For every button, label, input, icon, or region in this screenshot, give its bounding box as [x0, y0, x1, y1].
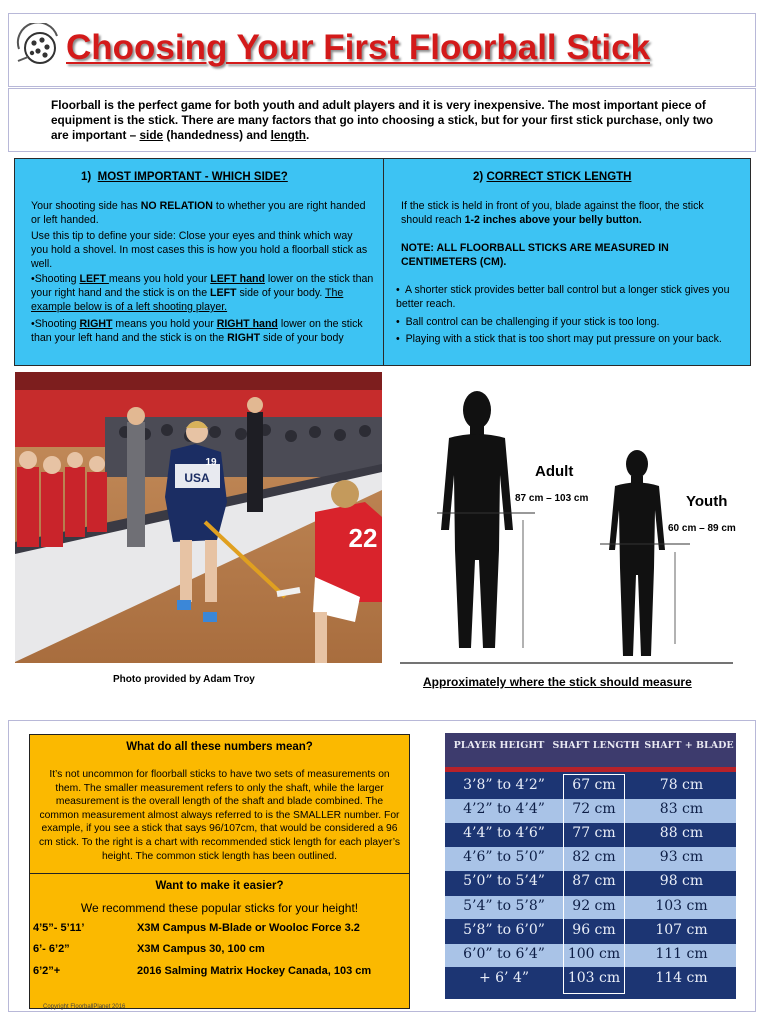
recommend-text: We recommend these popular sticks for your height! [80, 901, 359, 915]
side-heading: 1) MOST IMPORTANT - WHICH SIDE? [81, 171, 288, 183]
info-panel [14, 158, 751, 366]
youth-silhouette [609, 450, 665, 656]
copyright: Copyright FloorballPlanet 2016 [43, 1004, 126, 1010]
jersey-number-19: 19 [205, 457, 217, 468]
right-shooter-bullet: •Shooting RIGHT means you hold your RIGHT hand lower on the stick than your left hand and the stick is on the RIGHT side of your body [31, 318, 363, 344]
side-term: side [139, 128, 164, 142]
table-cell: 77 cm [572, 825, 616, 842]
jersey-usa: USA [184, 471, 210, 485]
table-cell: 93 cm [659, 849, 704, 866]
title-banner [8, 13, 756, 87]
numbers-body: It’s not uncommon for floorball sticks to have two sets of measurements on them. The smaller measurement refers to only the shaft, while the larger measurement is the overall length of the shaft and blade combined. The common measurement almost always referred to is the SMALLER number. For example, if you see a stick that says 96/107cm, that would be considered a 96 cm stick. To the right is a chart with recommended stick length for each player’s height. The common stick length has been outlined. [38, 769, 401, 862]
table-cell: 4’2” to 4’4” [463, 801, 545, 818]
table-cell: 83 cm [659, 801, 704, 818]
table-cell: 103 cm [567, 969, 621, 986]
table-cell: 5’0” to 5’4” [463, 873, 545, 890]
adult-silhouette [441, 391, 513, 648]
column-header: SHAFT + BLADE [644, 740, 734, 751]
side-paragraph-1: Your shooting side has NO RELATION to whether you are right handed or left handed. [31, 200, 366, 226]
table-cell: 88 cm [659, 825, 704, 842]
table-accent-bar [445, 767, 736, 772]
table-cell: 114 cm [655, 969, 708, 986]
cm-note: NOTE: ALL FLOORBALL STICKS ARE MEASURED IN CENTIMETERS (CM). [401, 242, 669, 268]
side-paragraph-2: Use this tip to define your side: Close your eyes and think which way you hold a shovel. In most cases this is how you hold a floorball stick as well. [31, 230, 368, 270]
adult-label: Adult [535, 463, 574, 480]
table-cell: 78 cm [659, 777, 704, 793]
floorball-icon [16, 23, 62, 69]
shaft-length-outline [563, 774, 625, 994]
table-header [445, 733, 736, 767]
column-header: PLAYER HEIGHT [453, 740, 545, 751]
length-paragraph: If the stick is held in front of you, blade against the floor, the stick should reach 1-2 inches above your belly button. [401, 200, 704, 226]
yellow-divider [30, 873, 409, 874]
length-bullet-2: • Ball control can be challenging if your stick is too long. [396, 316, 660, 328]
photo-caption: Photo provided by Adam Troy [113, 674, 255, 685]
easier-heading: Want to make it easier? [155, 880, 284, 892]
adult-range: 87 cm – 103 cm [515, 493, 589, 504]
intro-paragraph: Floorball is the perfect game for both youth and adult players and it is very inexpensive. The most important piece of equipment is the stick. There are many factors that go into choosing a stick, but for your first stick purchase, only two are important – side (handedness) and length. [51, 98, 714, 142]
numbers-heading: What do all these numbers mean? [126, 741, 313, 753]
table-cell: 6’0” to 6’4” [463, 945, 545, 962]
game-photo [15, 372, 382, 663]
table-cell: 100 cm [567, 945, 621, 962]
stick-size-table [445, 733, 736, 999]
table-cell: 87 cm [572, 873, 616, 890]
numbers-explainer-box: What do all these numbers mean? It’s not uncommon for floorball sticks to have two sets of measurements on them. The smaller measurement refers to only the shaft, while the larger measurement is the overall length of the shaft and blade combined. The common measurement almost always referred to is the SMALLER number. For example, if you see a stick that says 96/107cm, that would be considered a 96 cm stick. To the right is a chart with recommended stick length for each player’s height. The common stick length has been outlined. Want to make it easier? We recommend these popular sticks for your height! 4’5”- 5’11’ X3M Campus M-Blade or Wooloc Force 3.2 6’- 6’2” X3M Campus 30, 100 cm 6’2”+ 2016 Salming Matrix Hockey Canada, 103 cm [29, 734, 410, 1009]
table-cell: 3’8” to 4’2” [463, 777, 545, 793]
panel-divider [383, 159, 384, 365]
length-heading: 2) CORRECT STICK LENGTH [473, 171, 632, 183]
table-cell: 111 cm [655, 945, 708, 962]
length-term: length [270, 128, 306, 142]
table-cell: 103 cm [655, 897, 708, 914]
diagram-caption: Approximately where the stick should measure [423, 675, 692, 689]
length-bullet-3: • Playing with a stick that is too short may put pressure on your back. [396, 333, 722, 345]
intro-section [8, 88, 756, 152]
table-cell: 98 cm [659, 873, 704, 890]
table-cell: + 6’ 4” [478, 969, 530, 986]
page-title: Choosing Your First Floorball Stick [66, 28, 651, 67]
table-cell: 5’8” to 6’0” [463, 921, 545, 938]
table-cell: 72 cm [572, 801, 616, 818]
table-cell: 96 cm [572, 921, 616, 938]
youth-label: Youth [686, 493, 728, 510]
table-cell: 4’6” to 5’0” [463, 849, 545, 866]
table-cell: 5’4” to 5’8” [463, 897, 545, 914]
table-cell: 92 cm [572, 897, 616, 914]
table-cell: 4’4” to 4’6” [463, 825, 545, 842]
table-cell: 82 cm [572, 849, 616, 866]
table-cell: 67 cm [572, 777, 616, 793]
table-cell: 107 cm [655, 921, 708, 938]
left-shooter-bullet: •Shooting LEFT means you hold your LEFT hand lower on the stick than your right hand and the stick is on the LEFT side of your body. The example below is of a left shooting player. [31, 273, 374, 313]
length-bullet-1: • A shorter stick provides better ball control but a longer stick gives you better reach. [396, 284, 730, 310]
jersey-number-22: 22 [348, 523, 378, 553]
youth-range: 60 cm – 89 cm [668, 523, 736, 534]
column-header: SHAFT LENGTH [552, 740, 640, 751]
